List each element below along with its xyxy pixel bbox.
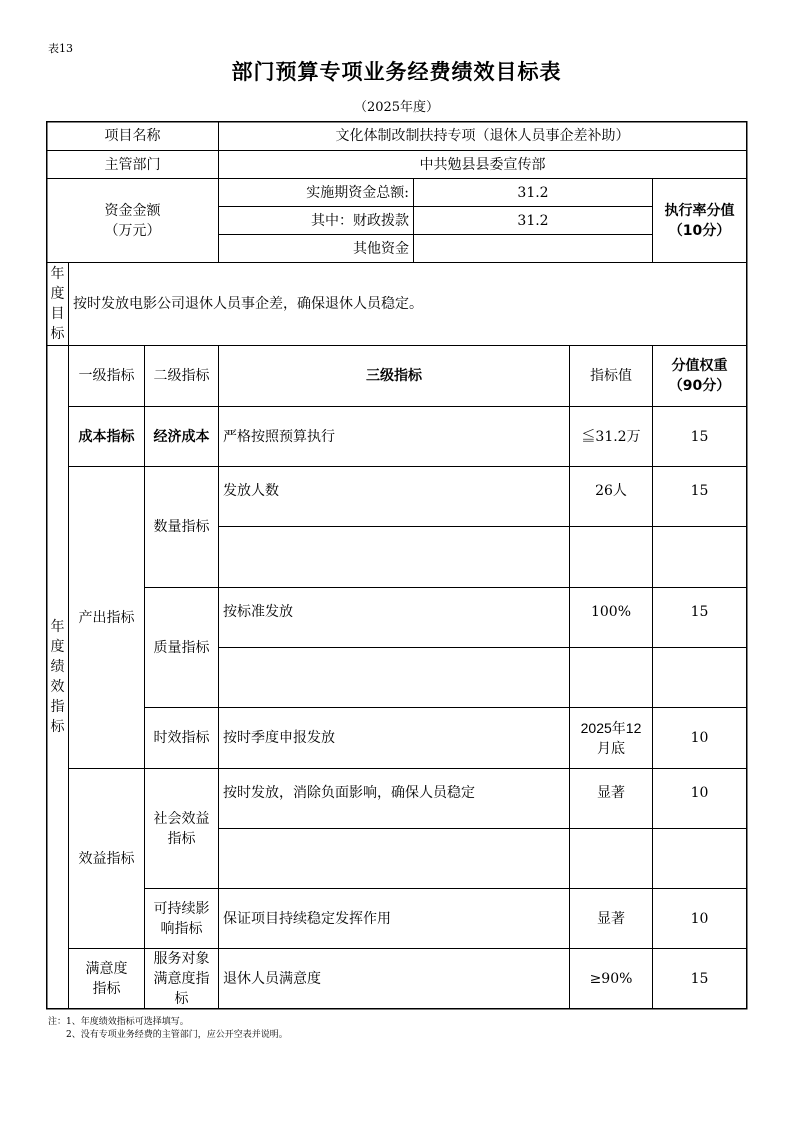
footnote-2: 2、没有专项业务经费的主管部门，应公开空表并说明。 <box>66 1030 288 1040</box>
total-fund-label: 实施期资金总额: <box>306 184 409 201</box>
fund-amount-label: 资金金额 （万元） <box>104 202 161 239</box>
table-row-weight <box>653 829 746 888</box>
budget-year: （2025年度） <box>353 100 440 115</box>
project-name-value: 文化体制改制扶持专项（退休人员事企差补助） <box>335 128 630 144</box>
table-row-level3: 退休人员满意度 <box>223 970 321 987</box>
table-row-level3: 按标准发放 <box>223 604 293 620</box>
level2-service-satisfaction: 服务对象 满意度指 标 <box>153 950 210 1007</box>
level1-benefit: 效益指标 <box>78 850 135 867</box>
table-row-value: ≦31.2万 <box>581 428 641 445</box>
table-row-value: 显著 <box>597 910 625 927</box>
header-value: 指标值 <box>590 368 632 384</box>
level1-satisfaction: 满意度 指标 <box>85 960 128 997</box>
execution-rate-score: 执行率分值 （10分） <box>664 202 735 239</box>
table-row-value <box>570 829 652 888</box>
header-level3: 三级指标 <box>366 368 422 384</box>
table-row-weight: 15 <box>690 604 709 620</box>
table-row-level3: 严格按照预算执行 <box>223 428 335 445</box>
table-row-weight: 15 <box>690 483 709 499</box>
table-row-level3 <box>219 648 569 707</box>
table-row-level3: 按时发放，消除负面影响，确保人员稳定 <box>223 785 475 801</box>
header-weight: 分值权重 （90分） <box>668 358 731 394</box>
table-row-level3 <box>219 527 569 587</box>
table-row-value: 26人 <box>595 483 627 499</box>
table-row-weight: 15 <box>690 970 709 987</box>
header-level2: 二级指标 <box>153 368 210 384</box>
table-row-value: 2025年12 月底 <box>580 720 642 756</box>
table-row-weight <box>653 648 746 707</box>
level2-sustainability: 可持续影 响指标 <box>153 900 210 937</box>
total-fund-value: 31.2 <box>517 184 549 201</box>
table-row-weight <box>653 527 746 587</box>
table-row-weight: 10 <box>690 785 709 801</box>
level2-economic-cost: 经济成本 <box>153 428 210 445</box>
level2-quantity: 数量指标 <box>153 519 210 535</box>
table-row-level3: 按时季度申报发放 <box>223 730 335 746</box>
table-row-level3 <box>219 829 569 888</box>
performance-indicators-label: 年 度 绩 效 指 标 <box>50 619 65 735</box>
level1-cost: 成本指标 <box>78 428 135 445</box>
level2-quality: 质量指标 <box>153 639 210 656</box>
other-fund-value <box>414 235 652 262</box>
table-row-value <box>570 648 652 707</box>
table-row-level3: 保证项目持续稳定发挥作用 <box>223 910 391 927</box>
table-row-weight: 15 <box>690 428 709 445</box>
header-level1: 一级指标 <box>78 368 135 384</box>
table-row-value: ≥90% <box>589 970 633 987</box>
fiscal-fund-value: 31.2 <box>517 212 549 229</box>
table-row-value: 100% <box>590 604 632 620</box>
project-name-label: 项目名称 <box>104 128 161 144</box>
fiscal-fund-label: 其中：财政拨款 <box>311 212 409 229</box>
table-row-weight: 10 <box>690 910 709 927</box>
footnote-1: 注：1、年度绩效指标可选择填写。 <box>48 1017 189 1027</box>
other-fund-label: 其他资金 <box>353 240 409 257</box>
table-row-value: 显著 <box>597 785 625 801</box>
level1-output: 产出指标 <box>78 609 135 626</box>
table-row-value <box>570 527 652 587</box>
page-title: 部门预算专项业务经费绩效目标表 <box>231 59 562 84</box>
table-row-level3: 发放人数 <box>223 483 279 499</box>
table-row-weight: 10 <box>690 730 709 746</box>
level2-social-benefit: 社会效益 指标 <box>153 810 210 847</box>
annual-goal-label: 年 度 目 标 <box>50 266 65 342</box>
dept-label: 主管部门 <box>104 156 161 173</box>
annual-goal-text: 按时发放电影公司退休人员事企差，确保退休人员稳定。 <box>73 296 423 312</box>
dept-value: 中共勉县县委宣传部 <box>419 156 546 173</box>
level2-timeliness: 时效指标 <box>153 730 210 746</box>
table-number: 表13 <box>48 42 73 55</box>
